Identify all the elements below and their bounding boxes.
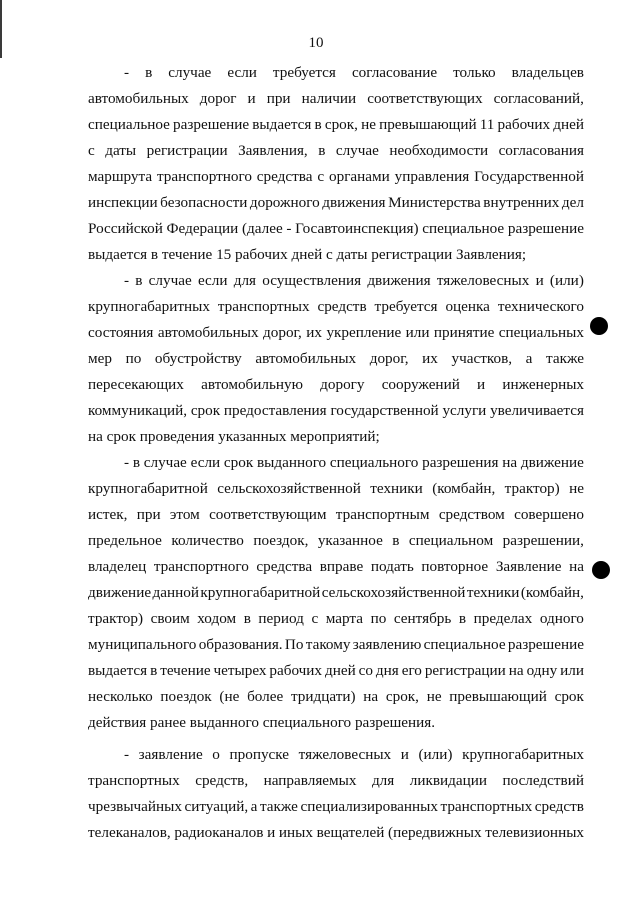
word: транспортного <box>156 168 252 185</box>
word: в <box>314 116 322 133</box>
page-number: 10 <box>308 35 324 51</box>
text-line <box>124 271 584 291</box>
word: на <box>502 454 518 471</box>
word: случае <box>143 454 187 471</box>
word: средств <box>317 298 367 315</box>
word: движения <box>322 194 386 211</box>
word: более <box>247 688 284 705</box>
word: в <box>135 272 143 289</box>
word: направляемых <box>263 772 357 789</box>
word: если <box>197 272 228 289</box>
word: в <box>243 610 251 627</box>
word: заявление <box>138 746 203 763</box>
word: автомобильных <box>255 350 357 367</box>
text-line <box>88 141 584 161</box>
word: автомобильных <box>157 324 259 341</box>
word: (комбайн, <box>520 584 584 601</box>
word: движение <box>88 584 152 601</box>
word: сооружений <box>381 376 460 393</box>
word: с <box>311 610 319 627</box>
word: последствий <box>502 772 584 789</box>
text-line <box>88 713 584 733</box>
word: оценка <box>445 298 490 315</box>
word: дорог <box>199 90 237 107</box>
text-line <box>88 219 584 239</box>
text-line <box>88 635 584 655</box>
text-line <box>88 323 584 343</box>
word: дорогу <box>320 376 365 393</box>
word: выдается <box>252 116 312 133</box>
word: марта <box>325 610 363 627</box>
word: транспортных <box>88 772 180 789</box>
word: специализированных <box>300 798 438 815</box>
word: своим <box>150 610 190 627</box>
word: не <box>361 116 376 133</box>
word: этом <box>169 506 200 523</box>
word: техники <box>370 480 423 497</box>
text-line <box>88 557 584 577</box>
word: в <box>132 454 140 471</box>
word: средства <box>256 558 313 575</box>
word: повторное <box>421 558 489 575</box>
word: транспортного <box>153 558 249 575</box>
word: и <box>267 824 276 841</box>
word: наличии <box>301 90 357 107</box>
word: также <box>259 798 298 815</box>
word: техники <box>466 584 520 601</box>
text-line <box>124 453 584 473</box>
word: сентябрь <box>393 610 452 627</box>
word: предоставления <box>223 402 327 419</box>
word: - <box>286 220 292 237</box>
word: в <box>392 532 400 549</box>
word: согласования <box>498 142 584 159</box>
word: выдается <box>88 662 148 679</box>
word: управления <box>394 168 470 185</box>
word: с <box>88 142 95 159</box>
word: срок <box>190 402 221 419</box>
word: регистрации <box>424 662 506 679</box>
word: средств <box>534 798 584 815</box>
word: требуется <box>374 298 438 315</box>
word: и <box>400 746 409 763</box>
word: на <box>363 688 379 705</box>
word: принятие <box>433 324 495 341</box>
word: автомобильных <box>88 90 189 107</box>
word: рабочих <box>497 116 551 133</box>
word: участков, <box>451 350 513 367</box>
word: а <box>250 798 258 815</box>
word: или <box>560 662 584 679</box>
word: крупногабаритной <box>200 584 321 601</box>
word: превышающий <box>379 116 477 133</box>
text-line <box>88 823 584 843</box>
word: для <box>233 272 257 289</box>
word: и <box>535 272 544 289</box>
word: пределах <box>473 610 533 627</box>
word: не <box>569 480 584 497</box>
word: трактор) <box>504 480 560 497</box>
word: разрешении, <box>502 532 584 549</box>
word: внутренних <box>483 194 560 211</box>
word: несколько <box>88 688 153 705</box>
word: государственной <box>330 402 439 419</box>
word: движение <box>520 454 584 471</box>
word: случае <box>148 272 192 289</box>
word: крупногабаритных <box>462 746 584 763</box>
word: крупногабаритных <box>88 298 210 315</box>
word: только <box>453 64 496 81</box>
word: увеличивается <box>490 402 584 419</box>
text-line <box>88 609 584 629</box>
word: ситуаций, <box>184 798 249 815</box>
word: в <box>145 64 153 81</box>
word: маршрута <box>88 168 153 185</box>
word: совершено <box>514 506 584 523</box>
word: дорожного <box>249 194 320 211</box>
word: иных <box>278 824 313 841</box>
word: также <box>546 350 584 367</box>
punch-hole-mark <box>590 317 608 335</box>
word: транспортных <box>440 798 533 815</box>
word: владельцев <box>511 64 584 81</box>
word: пропуске <box>229 746 290 763</box>
word: срок <box>554 688 584 705</box>
word: согласований, <box>493 90 584 107</box>
word: разрешение <box>173 116 250 133</box>
word: коммуникаций, <box>88 402 188 419</box>
word: разрешения <box>422 454 499 471</box>
word: обустройству <box>154 350 242 367</box>
word: средств, <box>195 772 249 789</box>
word: их <box>306 324 323 341</box>
word: срок, <box>324 116 358 133</box>
word: транспортным <box>335 506 430 523</box>
word: пересекающих <box>88 376 184 393</box>
word: радиоканалов <box>174 824 264 841</box>
word: соответствующих <box>367 90 483 107</box>
word: специальное <box>423 636 506 653</box>
word: в <box>458 610 467 627</box>
text-line <box>88 797 584 817</box>
word: даты <box>105 142 137 159</box>
word: - <box>124 746 130 763</box>
word: такому <box>305 636 351 653</box>
word: специальное <box>422 220 505 237</box>
word: муниципального <box>88 636 197 653</box>
text-line <box>88 427 584 447</box>
text-line <box>88 297 584 317</box>
word: Федерации <box>166 220 239 237</box>
text-line <box>88 89 584 109</box>
word: со <box>358 662 373 679</box>
word: 11 <box>479 116 495 133</box>
text-line <box>88 167 584 187</box>
word: не <box>426 688 442 705</box>
text-line <box>88 687 584 707</box>
text-line-content: выдается в течение 15 рабочих дней с даты регистрации Заявления; <box>88 246 527 263</box>
text-line <box>88 771 584 791</box>
word: на <box>569 558 584 575</box>
text-line <box>88 245 584 265</box>
word: предельное <box>88 532 162 549</box>
word: одного <box>539 610 584 627</box>
word: чрезвычайных <box>88 798 182 815</box>
word: (или) <box>549 272 584 289</box>
word: телеканалов, <box>88 824 171 841</box>
word: - <box>124 64 130 81</box>
word: специального <box>329 454 419 471</box>
word: осуществления <box>262 272 362 289</box>
word: (передвижных <box>388 824 482 841</box>
word: образования. <box>198 636 283 653</box>
word: случае <box>168 64 212 81</box>
word: - <box>124 454 130 471</box>
word: безопасности <box>160 194 248 211</box>
word: по <box>125 350 142 367</box>
word: рабочих <box>269 662 323 679</box>
word: Госавтоинспекция) <box>295 220 419 237</box>
word: дел <box>561 194 584 211</box>
word: течение <box>160 662 211 679</box>
word: (далее <box>241 220 283 237</box>
word: телевизионных <box>485 824 584 841</box>
word: специальном <box>408 532 494 549</box>
text-line <box>88 349 584 369</box>
text-line <box>88 193 584 213</box>
word: регистрации <box>146 142 228 159</box>
text-line <box>88 583 584 603</box>
word: инспекции <box>88 194 158 211</box>
word: инженерных <box>502 376 584 393</box>
word: (или) <box>418 746 453 763</box>
word: транспортных <box>217 298 310 315</box>
text-line-content: на срок проведения указанных мероприятий; <box>88 428 380 445</box>
punch-hole-mark <box>592 561 610 579</box>
word: мер <box>88 350 112 367</box>
word: а <box>525 350 533 367</box>
word: специальных <box>498 324 584 341</box>
word: укрепление <box>326 324 402 341</box>
word: разрешение <box>507 636 584 653</box>
word: средства <box>256 168 313 185</box>
word: сельскохозяйственной <box>217 480 361 497</box>
text-line <box>88 375 584 395</box>
word: его <box>401 662 422 679</box>
word: тяжеловесных <box>436 272 530 289</box>
word: данной <box>152 584 199 601</box>
word: выданного <box>257 454 327 471</box>
word: - <box>124 272 130 289</box>
word: о <box>212 746 220 763</box>
word: технического <box>497 298 584 315</box>
word: тяжеловесных <box>298 746 392 763</box>
word: если <box>227 64 257 81</box>
word: по <box>370 610 387 627</box>
word: Государственной <box>474 168 584 185</box>
word: ходом <box>197 610 237 627</box>
word: дорог, <box>263 324 302 341</box>
word: соответствующим <box>209 506 327 523</box>
word: (комбайн, <box>432 480 496 497</box>
word: и <box>247 90 256 107</box>
word: дней <box>324 662 356 679</box>
word: Заявления, <box>238 142 308 159</box>
word: трактор) <box>88 610 144 627</box>
word: количество <box>171 532 244 549</box>
word: с <box>317 168 325 185</box>
text-line <box>124 63 584 83</box>
word: заявлению <box>352 636 422 653</box>
word: в <box>318 142 326 159</box>
word: для <box>371 772 395 789</box>
word: или <box>405 324 430 341</box>
text-line <box>88 479 584 499</box>
word: вещателей <box>316 824 385 841</box>
text-line <box>88 531 584 551</box>
word: дня <box>375 662 399 679</box>
text-line <box>88 401 584 421</box>
word: услуги <box>442 402 487 419</box>
word: их <box>422 350 438 367</box>
word: тридцати) <box>290 688 356 705</box>
text-line <box>124 745 584 765</box>
word: одну <box>526 662 558 679</box>
text-line-content: действия ранее выданного специального разрешения. <box>88 714 436 731</box>
word: ликвидации <box>409 772 487 789</box>
word: и <box>477 376 486 393</box>
word: специальное <box>88 116 170 133</box>
word: движения <box>367 272 431 289</box>
word: дорог, <box>369 350 409 367</box>
word: вправе <box>319 558 364 575</box>
word: случае <box>335 142 379 159</box>
word: автомобильную <box>201 376 303 393</box>
word: Министерства <box>388 194 481 211</box>
word: превышающий <box>449 688 547 705</box>
word: указанное <box>317 532 383 549</box>
word: Российской <box>88 220 163 237</box>
word: подать <box>370 558 414 575</box>
word: (не <box>219 688 240 705</box>
word: если <box>190 454 221 471</box>
word: четырех <box>213 662 267 679</box>
word: период <box>258 610 304 627</box>
word: разрешение <box>507 220 584 237</box>
text-line <box>88 115 584 135</box>
word: состояния <box>88 324 154 341</box>
text-line <box>88 505 584 525</box>
word: Заявление <box>495 558 562 575</box>
word: истек, <box>88 506 128 523</box>
word: при <box>266 90 291 107</box>
word: в <box>150 662 158 679</box>
word: органами <box>329 168 390 185</box>
word: срок, <box>385 688 419 705</box>
word: согласование <box>351 64 438 81</box>
text-line <box>88 661 584 681</box>
word: при <box>136 506 161 523</box>
word: на <box>508 662 524 679</box>
word: владелец <box>88 558 147 575</box>
word: поездок <box>160 688 212 705</box>
word: срок <box>223 454 254 471</box>
word: По <box>284 636 304 653</box>
word: требуется <box>272 64 336 81</box>
word: средством <box>438 506 505 523</box>
word: дней <box>553 116 584 133</box>
word: необходимости <box>389 142 489 159</box>
word: поездок, <box>253 532 309 549</box>
word: сельскохозяйственной <box>321 584 466 601</box>
word: крупногабаритной <box>88 480 208 497</box>
